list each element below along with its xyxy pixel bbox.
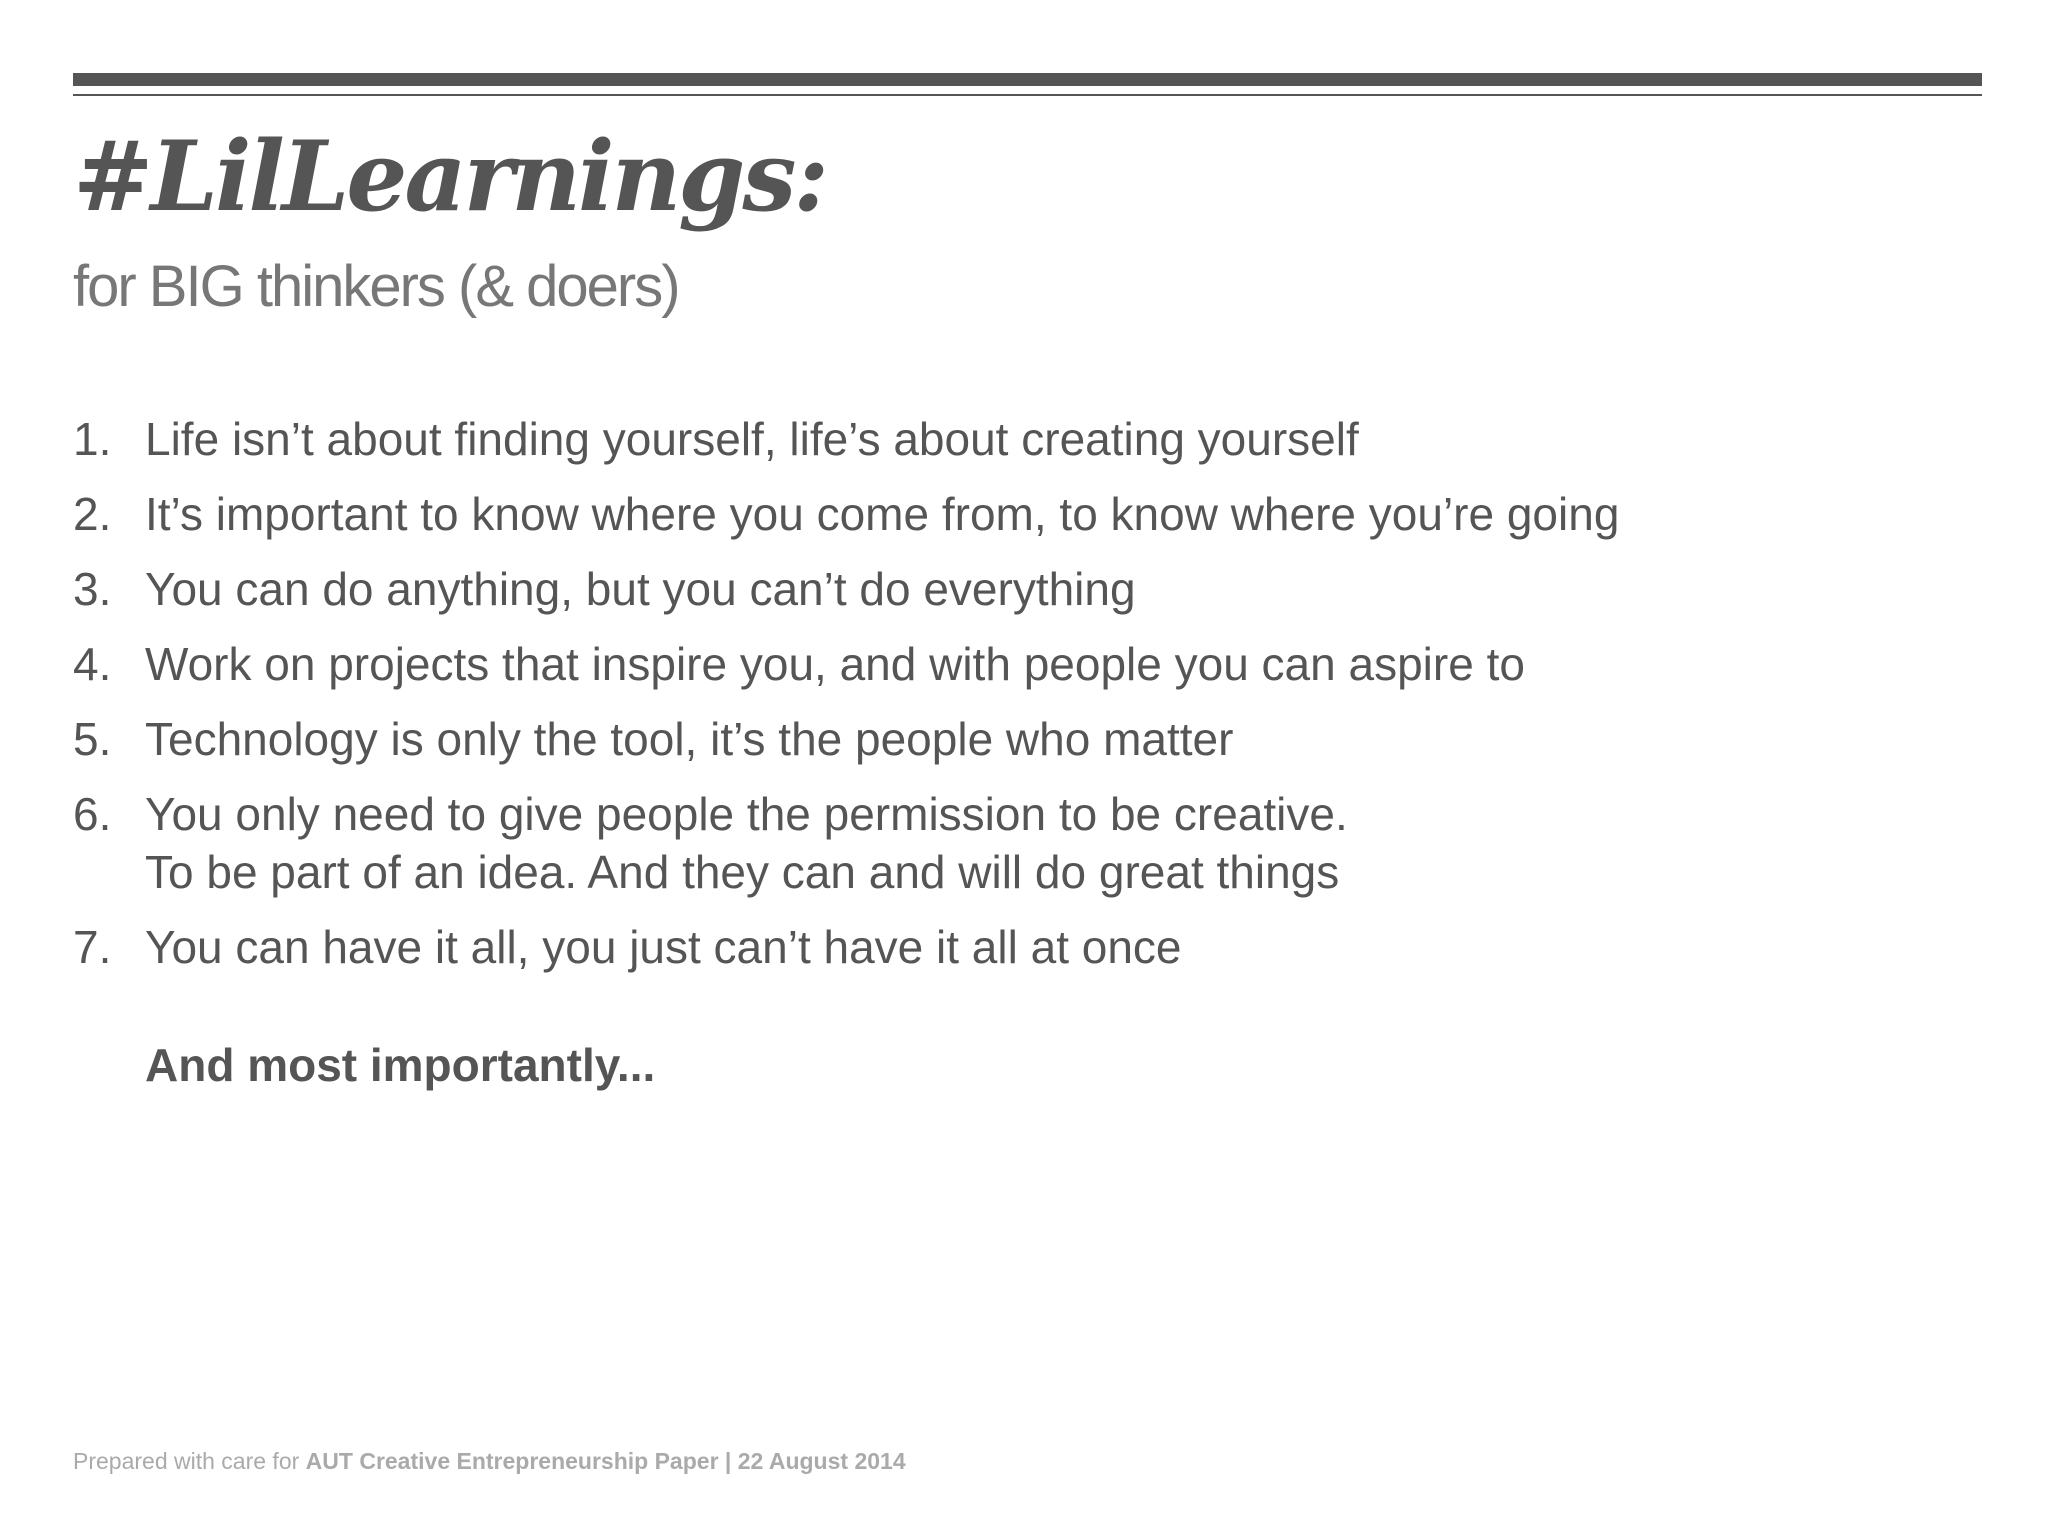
learning-item bbox=[73, 560, 1619, 618]
learning-text: You only need to give people the permission to be creative. bbox=[145, 788, 1348, 840]
learning-item bbox=[73, 918, 1619, 976]
learnings-list bbox=[73, 410, 1619, 993]
footer-credit bbox=[73, 1446, 906, 1476]
closing-statement: And most importantly... bbox=[145, 1039, 656, 1091]
header-rule-thick bbox=[73, 73, 1982, 86]
learning-text: It’s important to know where you come from, to know where you’re going bbox=[145, 488, 1620, 540]
footer-prefix: Prepared with care for bbox=[73, 1448, 306, 1474]
learning-number: 6. bbox=[73, 788, 112, 840]
learning-item bbox=[73, 635, 1619, 693]
learning-text: Life isn’t about finding yourself, life’s about creating yourself bbox=[145, 413, 1359, 465]
learning-item bbox=[73, 410, 1619, 468]
learning-number: 5. bbox=[73, 713, 112, 765]
learning-item bbox=[73, 485, 1619, 543]
footer-highlight: AUT Creative Entrepreneurship Paper | 22 August 2014 bbox=[305, 1448, 906, 1474]
learning-text-continued: To be part of an idea. And they can and will do great things bbox=[145, 846, 1340, 898]
learning-text: You can have it all, you just can’t have it all at once bbox=[145, 921, 1182, 973]
learning-text: Work on projects that inspire you, and with people you can aspire to bbox=[145, 638, 1525, 690]
learning-item bbox=[73, 785, 1619, 901]
slide-title: #LilLearnings: bbox=[73, 120, 826, 233]
slide-subtitle: for BIG thinkers (& doers) bbox=[73, 254, 679, 319]
learning-number: 3. bbox=[73, 563, 112, 615]
learning-text: Technology is only the tool, it’s the people who matter bbox=[145, 713, 1234, 765]
learning-number: 2. bbox=[73, 488, 112, 540]
learning-item bbox=[73, 710, 1619, 768]
learning-number: 7. bbox=[73, 921, 112, 973]
learning-number: 4. bbox=[73, 638, 112, 690]
header-rule-thin bbox=[73, 94, 1982, 96]
learning-number: 1. bbox=[73, 413, 112, 465]
learning-text: You can do anything, but you can’t do everything bbox=[145, 563, 1136, 615]
